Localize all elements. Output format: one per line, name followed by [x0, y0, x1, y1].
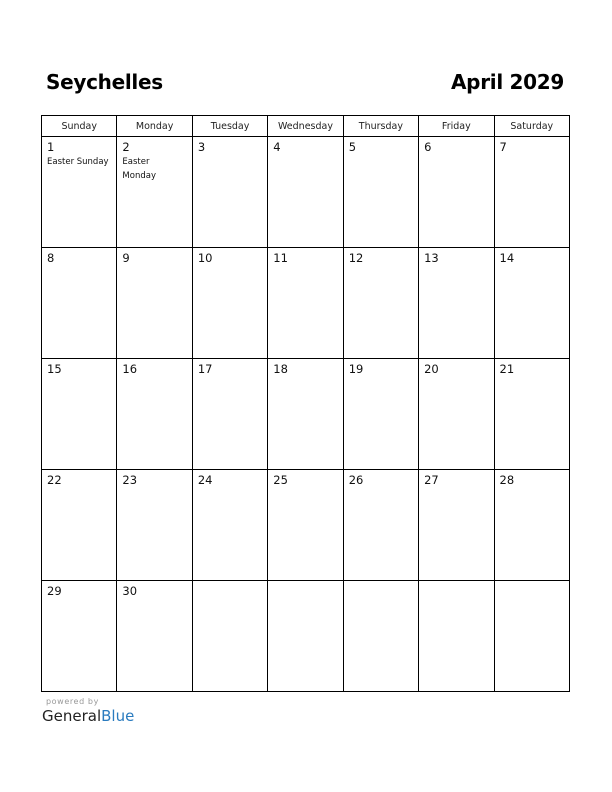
- generalblue-logo: [42, 707, 134, 725]
- day-number: 9: [122, 251, 130, 265]
- day-cell: [42, 470, 117, 581]
- day-number: 26: [348, 473, 364, 487]
- day-cell: [117, 248, 192, 359]
- day-cell: [419, 470, 494, 581]
- day-number: 28: [499, 473, 515, 487]
- day-cell: [117, 359, 192, 470]
- day-number: 8: [47, 251, 55, 265]
- day-cell: [419, 137, 494, 248]
- day-number: 13: [424, 251, 439, 265]
- weekday-header: Friday: [419, 116, 494, 137]
- day-number: 24: [197, 473, 213, 487]
- day-cell: [343, 248, 418, 359]
- day-number: 16: [122, 362, 138, 376]
- day-cell: [192, 248, 267, 359]
- day-cell: [268, 248, 343, 359]
- day-cell: [343, 581, 418, 692]
- holiday-label: Easter Sunday: [47, 157, 109, 167]
- day-cell: [42, 581, 117, 692]
- weekday-header: Sunday: [42, 116, 117, 137]
- calendar-grid: [41, 115, 570, 692]
- day-number: 12: [348, 251, 364, 265]
- day-number: 3: [197, 140, 206, 154]
- weekday-header-row: [42, 116, 570, 137]
- day-cell: [117, 470, 192, 581]
- day-number: [268, 581, 342, 584]
- day-number: 4: [273, 140, 281, 154]
- country-title: Seychelles: [46, 70, 163, 94]
- logo-blue-text: Blue: [101, 707, 135, 725]
- day-number: 11: [273, 251, 288, 265]
- weekday-header: Monday: [117, 116, 192, 137]
- day-cell: [419, 359, 494, 470]
- day-number: 23: [122, 473, 138, 487]
- weekday-header: Wednesday: [268, 116, 343, 137]
- day-cell: [117, 137, 192, 248]
- day-cell: [192, 137, 267, 248]
- week-row: [42, 470, 570, 581]
- week-row: [42, 359, 570, 470]
- day-number: 21: [499, 362, 515, 376]
- day-number: 18: [273, 362, 288, 376]
- day-cell: [343, 137, 418, 248]
- week-row: [42, 581, 570, 692]
- day-cell: [42, 137, 117, 248]
- day-number: [419, 581, 493, 584]
- day-cell: [268, 137, 343, 248]
- day-cell: [268, 470, 343, 581]
- day-cell: [343, 470, 418, 581]
- day-number: 17: [197, 362, 213, 376]
- day-cell: [494, 359, 569, 470]
- weekday-header: Tuesday: [192, 116, 267, 137]
- day-cell: [343, 359, 418, 470]
- day-cell: [419, 581, 494, 692]
- day-cell: [268, 581, 343, 692]
- day-number: 2: [122, 140, 130, 154]
- logo-general-text: General: [42, 707, 102, 725]
- day-cell: [494, 581, 569, 692]
- day-number: 5: [348, 140, 357, 154]
- day-number: 10: [197, 251, 213, 265]
- day-number: 15: [47, 362, 62, 376]
- day-number: 19: [348, 362, 364, 376]
- day-cell: [419, 248, 494, 359]
- month-year-title: April 2029: [451, 70, 564, 94]
- day-number: 30: [122, 584, 138, 598]
- weekday-header: Saturday: [494, 116, 569, 137]
- day-cell: [42, 248, 117, 359]
- day-number: 1: [47, 140, 55, 154]
- day-cell: [494, 137, 569, 248]
- day-number: 25: [273, 473, 288, 487]
- day-cell: [192, 359, 267, 470]
- day-number: [495, 581, 569, 584]
- day-number: 29: [47, 584, 62, 598]
- holiday-label: Easter Monday: [122, 157, 156, 181]
- powered-by-text: powered by: [46, 697, 99, 706]
- day-number: 27: [424, 473, 439, 487]
- day-number: [344, 581, 418, 584]
- generalblue-branding: [42, 697, 134, 725]
- day-cell: [192, 470, 267, 581]
- day-cell: [192, 581, 267, 692]
- day-number: 14: [499, 251, 515, 265]
- weekday-header: Thursday: [343, 116, 418, 137]
- day-cell: [117, 581, 192, 692]
- day-number: [193, 581, 267, 584]
- day-number: 20: [424, 362, 439, 376]
- day-cell: [494, 248, 569, 359]
- day-number: 6: [424, 140, 432, 154]
- day-cell: [268, 359, 343, 470]
- day-cell: [42, 359, 117, 470]
- day-number: 7: [499, 140, 507, 154]
- day-cell: [494, 470, 569, 581]
- week-row: [42, 248, 570, 359]
- week-row: [42, 137, 570, 248]
- day-number: 22: [47, 473, 62, 487]
